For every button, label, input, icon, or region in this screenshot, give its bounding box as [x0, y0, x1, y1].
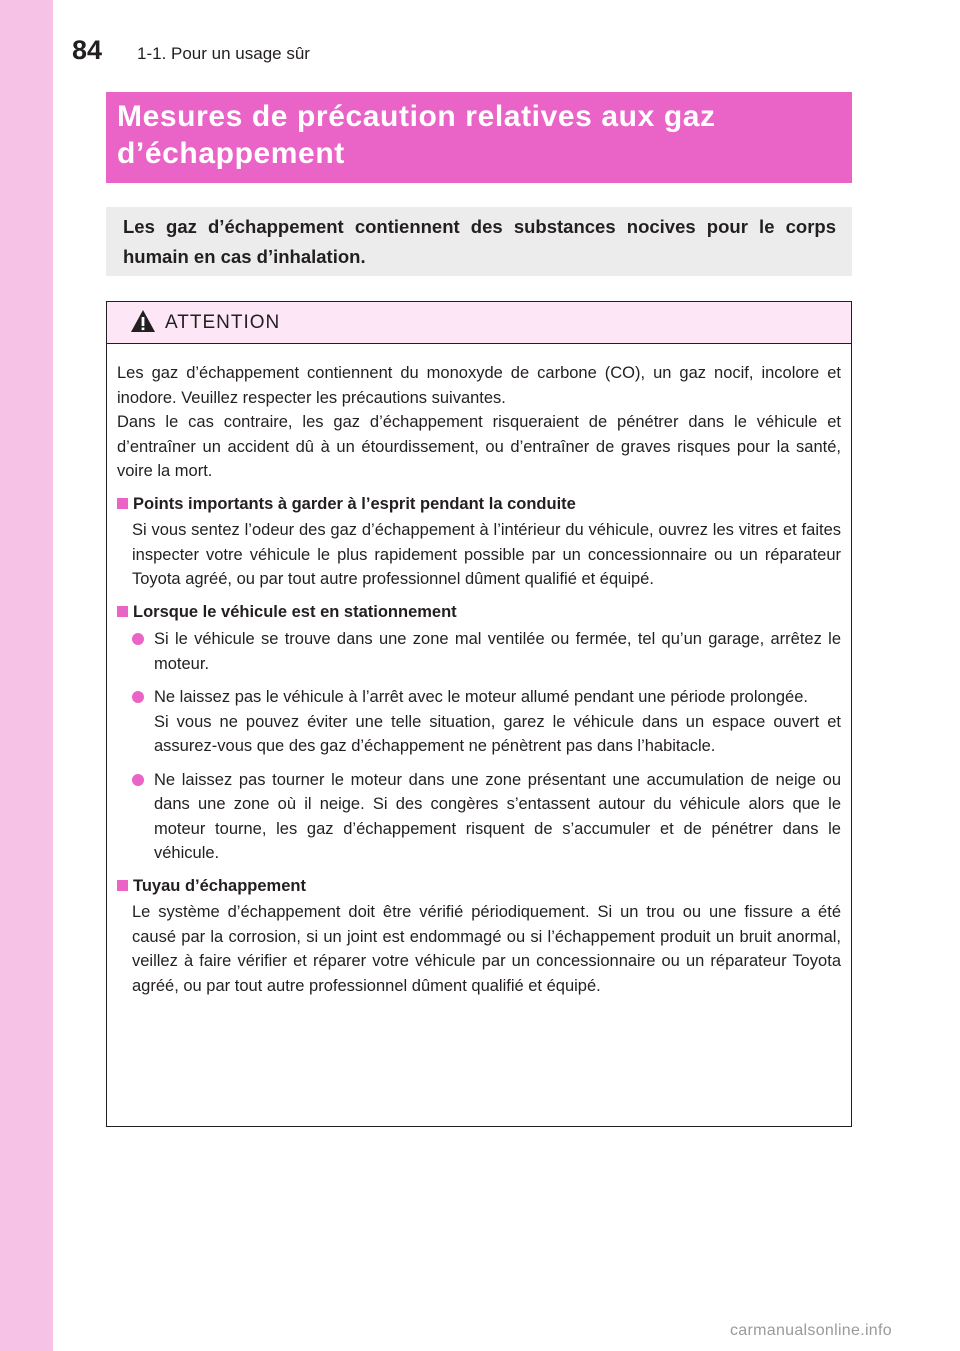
- section-heading-parking: [117, 600, 841, 625]
- list-item-text: Si le véhicule se trouve dans une zone mal ventilée ou fermée, tel qu’un garage, arrêtez le moteur.: [154, 630, 841, 673]
- dot-bullet-icon: [132, 633, 144, 645]
- square-bullet-icon: [117, 498, 128, 509]
- side-color-band: [0, 0, 53, 1351]
- list-item: [132, 768, 841, 866]
- square-bullet-icon: [117, 880, 128, 891]
- section-heading-text: Tuyau d’échappement: [133, 876, 306, 895]
- dot-bullet-icon: [132, 774, 144, 786]
- summary-text: Les gaz d’échappement contiennent des substances nocives pour le corps humain en cas d’inhalation.: [123, 216, 836, 267]
- list-item: [132, 627, 841, 676]
- page-title: Mesures de précaution relatives aux gaz d’échappement: [106, 92, 852, 183]
- parking-items: [132, 627, 841, 866]
- list-item-text: Ne laissez pas tourner le moteur dans une zone présentant une accumulation de neige ou dans une zone où il neige. Si des congères s’entassent autour du véhicule alors que le moteur tourne, les gaz d’échappement risquent de s’accumuler et de pénétrer dans le véhicule.: [154, 770, 841, 862]
- warning-header: [107, 302, 851, 344]
- page-number: 84: [72, 35, 103, 65]
- warning-box: [106, 301, 852, 1127]
- section-heading-driving: [117, 492, 841, 517]
- section-heading-text: Lorsque le véhicule est en stationnement: [133, 602, 457, 621]
- section-heading-text: Points importants à garder à l’esprit pendant la conduite: [133, 494, 576, 513]
- list-item: [132, 685, 841, 759]
- section-reference: 1-1. Pour un usage sûr: [137, 44, 310, 63]
- warning-triangle-icon: [130, 309, 156, 338]
- list-item-text-part: Si vous ne pouvez éviter une telle situation, garez le véhicule dans un espace ouvert et assurez-vous que des gaz d’échappement ne pénètrent pas dans l’habitacle.: [154, 712, 841, 755]
- list-item-text: [154, 685, 841, 759]
- watermark: carmanualsonline.info: [730, 1322, 892, 1339]
- warning-title: ATTENTION: [165, 312, 281, 333]
- square-bullet-icon: [117, 606, 128, 617]
- section-text-exhaust-pipe: Le système d’échappement doit être vérifié périodiquement. Si un trou ou une fissure a été causé par la corrosion, si un joint est endommagé ou si l’échappement produit un bruit anormal, veillez à faire vérifier et réparer votre véhicule par un concessionnaire ou un réparateur Toyota agréé, ou par tout autre professionnel dûment qualifié et équipé.: [132, 903, 841, 995]
- summary-box: [106, 207, 852, 276]
- warning-intro: Les gaz d’échappement contiennent du monoxyde de carbone (CO), un gaz nocif, incolore et inodore. Veuillez respecter les précautions suivantes.: [117, 364, 841, 407]
- section-heading-exhaust-pipe: [117, 874, 841, 899]
- warning-intro-consequence: Dans le cas contraire, les gaz d’échappement risqueraient de pénétrer dans le véhicule et d’entraîner un accident dû à un étourdissement, ou d’entraîner de graves risques pour la santé, voire la mort.: [117, 413, 841, 480]
- list-item-text-part: Ne laissez pas le véhicule à l’arrêt avec le moteur allumé pendant une période prolongée.: [154, 688, 808, 706]
- section-text-driving: Si vous sentez l’odeur des gaz d’échappement à l’intérieur du véhicule, ouvrez les vitres et faites inspecter votre véhicule le plus rapidement possible par un concessionnaire ou un réparateur Toyota agréé, ou par tout autre professionnel dûment qualifié et équipé.: [132, 521, 841, 588]
- dot-bullet-icon: [132, 691, 144, 703]
- warning-body: [107, 344, 851, 998]
